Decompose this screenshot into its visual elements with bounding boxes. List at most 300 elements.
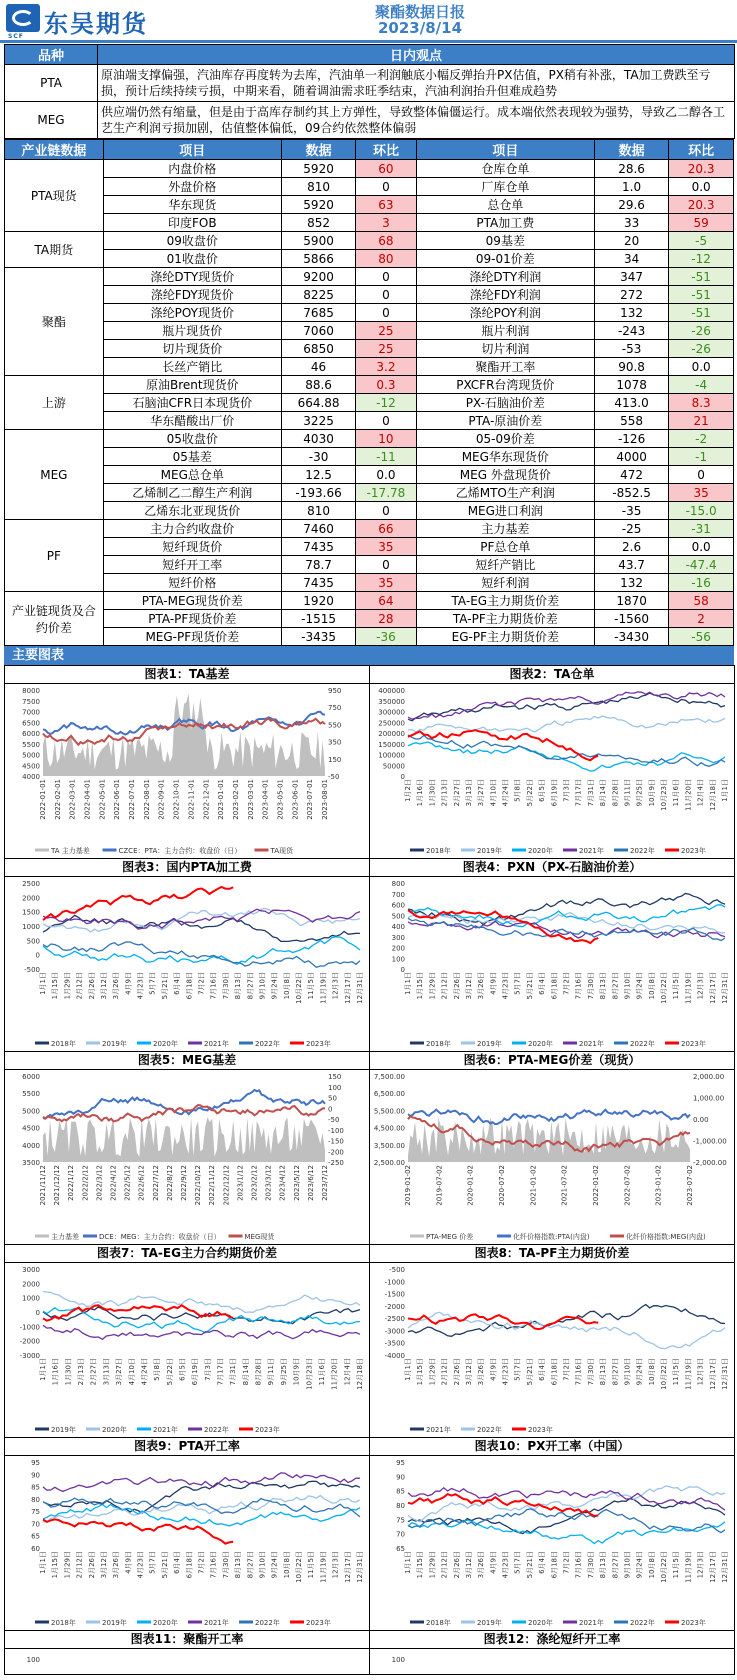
x-tick-label: 8月13日 <box>599 972 608 1000</box>
y2-tick-label: 2,000.00 <box>693 1073 725 1081</box>
x-tick-label: 10月8日 <box>282 972 291 1000</box>
x-tick-label: 10月22日 <box>295 1551 304 1583</box>
line-series <box>43 1498 360 1517</box>
x-tick-label: 7月16日 <box>574 1551 583 1579</box>
item-change: -26 <box>669 322 734 340</box>
item-change: 68 <box>356 232 416 250</box>
line-series <box>408 693 725 721</box>
y-tick-label: 6000 <box>22 730 40 738</box>
y-tick-label: 250000 <box>378 719 405 728</box>
x-tick-label: 8月13日 <box>599 1358 608 1386</box>
x-tick-label: 11月20日 <box>684 779 693 811</box>
legend-label: CZCE：PTA：主力合约：收盘价（日） <box>118 847 242 855</box>
chart-panel <box>5 1245 370 1438</box>
item-value: 810 <box>281 502 355 520</box>
item-value: 7435 <box>281 574 355 592</box>
x-tick-label: 2020-01-02 <box>466 1165 475 1206</box>
data-col-header: 产业链数据 <box>5 140 104 160</box>
x-tick-label: 7月16日 <box>209 972 218 1000</box>
x-tick-label: 9月24日 <box>635 1551 644 1579</box>
chart-title: 图表5：MEG基差 <box>5 1052 369 1070</box>
chart-panel <box>370 1052 735 1245</box>
x-tick-label: 1月1日 <box>404 1551 412 1574</box>
item-change: 21 <box>669 412 734 430</box>
y-tick-label: 400 <box>391 923 405 931</box>
y-tick-label: 5,500.00 <box>373 1107 405 1116</box>
x-tick-label: 10月23日 <box>660 779 669 811</box>
item-value: 88.6 <box>281 376 355 394</box>
item-change: 0 <box>356 412 416 430</box>
item-change: 0 <box>356 502 416 520</box>
y-tick-label: 600 <box>391 901 405 910</box>
x-tick-label: 10月22日 <box>660 972 669 1004</box>
x-tick-label: 7月17日 <box>216 1358 225 1386</box>
legend-label: 2021年 <box>579 1619 604 1627</box>
item-value: 33 <box>594 214 668 232</box>
item-name: 内盘价格 <box>103 160 281 178</box>
legend-label: 化纤价格指数:PTA(内盘) <box>513 1233 590 1241</box>
x-tick-label: 7月3日 <box>203 1358 212 1381</box>
y2-tick-label: -50 <box>328 773 340 781</box>
x-tick-label: 1月1日 <box>39 1358 47 1381</box>
x-tick-label: 2023/4/12 <box>278 1165 287 1201</box>
item-change: -16 <box>669 574 734 592</box>
y-tick-label: 0 <box>35 1309 40 1317</box>
x-tick-label: 4月9日 <box>124 972 133 995</box>
y-tick-label: 7000 <box>22 708 40 717</box>
data-row <box>5 412 734 430</box>
x-tick-label: 12月3日 <box>331 972 340 1000</box>
view-text: 原油端支撑偏强，汽油库存再度转为去库，汽油单一利润触底小幅反弹抬升PX估值，PX稍有补涨，TA加工费跌至亏损，预计后续持续亏损，中期来看，随着调油需求旺季结束，汽油利润抬升但难成趋势 <box>98 65 735 102</box>
x-tick-label: 1月2日 <box>404 779 412 802</box>
legend-label: 2019年 <box>477 1619 502 1627</box>
x-tick-label: 4月9日 <box>489 1551 498 1574</box>
item-change: 35 <box>669 484 734 502</box>
chart-plot <box>370 1456 733 1630</box>
y-tick-label: 6000 <box>22 1073 40 1081</box>
y-tick-label: 5500 <box>22 1090 40 1099</box>
charts-section-title: 主要图表 <box>4 646 734 665</box>
item-value: 8225 <box>281 286 355 304</box>
item-value: 272 <box>594 286 668 304</box>
x-tick-label: 2023/3/12 <box>264 1165 273 1201</box>
x-tick-label: 3月26日 <box>477 1358 486 1386</box>
logo-subtext: SCF <box>8 33 24 40</box>
x-tick-label: 2023/2/12 <box>250 1165 259 1201</box>
x-tick-label: 11月19日 <box>684 1551 693 1583</box>
x-tick-label: 2月12日 <box>440 1551 449 1579</box>
y-tick-label: 500 <box>391 912 405 921</box>
chart-plot <box>5 684 368 858</box>
x-tick-label: 2022/4/12 <box>109 1165 118 1201</box>
x-tick-label: 12月31日 <box>356 972 364 1004</box>
x-tick-label: 2月13日 <box>440 779 449 807</box>
y-tick-label: 500 <box>26 937 40 946</box>
x-tick-label: 5月8日 <box>513 779 522 802</box>
item-name: TA-PF主力期货价差 <box>416 610 594 628</box>
y2-tick-label: 50 <box>328 1094 337 1103</box>
y-tick-label: 100000 <box>378 751 405 760</box>
x-tick-label: 10月8日 <box>647 972 656 1000</box>
item-value: 4030 <box>281 430 355 448</box>
item-change: -12 <box>669 250 734 268</box>
x-tick-label: 2月13日 <box>77 1358 86 1386</box>
item-value: -25 <box>594 520 668 538</box>
chart-plot <box>5 1649 368 1674</box>
item-value: 90.8 <box>594 358 668 376</box>
y-tick-label: 95 <box>396 1459 405 1467</box>
line-series <box>408 730 598 760</box>
legend-label: 2018年 <box>426 1040 451 1048</box>
x-tick-label: 1月15日 <box>416 972 425 1000</box>
item-value: 5866 <box>281 250 355 268</box>
x-tick-label: 7月2日 <box>562 1358 571 1381</box>
line-series <box>408 1110 690 1125</box>
x-tick-label: 7月30日 <box>221 972 230 1000</box>
x-tick-label: 2月12日 <box>440 1358 449 1386</box>
item-name: 主力基差 <box>416 520 594 538</box>
item-change: 80 <box>356 250 416 268</box>
x-tick-label: 2022-03-01 <box>68 779 77 820</box>
x-tick-label: 2022-09-01 <box>157 779 166 820</box>
x-tick-label: 9月10日 <box>258 972 267 1000</box>
x-tick-label: 5月21日 <box>525 972 534 1000</box>
y2-tick-label: 100 <box>328 1083 342 1092</box>
item-change: 28 <box>356 610 416 628</box>
chart-panel <box>5 1052 370 1245</box>
y2-tick-label: -1,000.00 <box>693 1137 727 1146</box>
item-name: 仓库仓单 <box>416 160 594 178</box>
area-series <box>43 1117 325 1162</box>
x-tick-label: 1月29日 <box>428 1358 437 1386</box>
x-tick-label: 3月27日 <box>477 779 486 807</box>
x-tick-label: 5月8日 <box>153 1358 162 1381</box>
legend-label: 2018年 <box>51 1619 76 1627</box>
item-name: 切片现货价 <box>103 340 281 358</box>
item-change: 66 <box>356 520 416 538</box>
x-tick-label: 8月27日 <box>246 1551 255 1579</box>
y-tick-label: 75 <box>396 1516 405 1525</box>
data-row <box>5 448 734 466</box>
y-tick-label: 1500 <box>22 908 40 917</box>
x-tick-label: 12月31日 <box>721 1551 729 1583</box>
legend-label: 2022年 <box>630 847 655 855</box>
data-row <box>5 232 734 250</box>
x-tick-label: 5月21日 <box>160 1551 169 1579</box>
x-tick-label: 7月16日 <box>574 972 583 1000</box>
chart-plot <box>370 684 733 858</box>
item-change: 58 <box>669 592 734 610</box>
item-name: 09-01价差 <box>416 250 594 268</box>
item-name: EG-PF主力期货价差 <box>416 628 594 646</box>
x-tick-label: 2月12日 <box>440 972 449 1000</box>
y-tick-label: 85 <box>396 1487 405 1496</box>
x-tick-label: 1月1日 <box>39 972 47 995</box>
y-tick-label: 8000 <box>22 687 40 695</box>
group-name: PTA现货 <box>5 160 104 232</box>
legend-label: 2018年 <box>51 1040 76 1048</box>
y-tick-label: -1000 <box>384 1278 405 1287</box>
x-tick-label: 8月27日 <box>611 1551 620 1579</box>
legend-label: 2019年 <box>477 1040 502 1048</box>
item-value: 3225 <box>281 412 355 430</box>
item-name: PTA-MEG现货价差 <box>103 592 281 610</box>
item-value: -3430 <box>594 628 668 646</box>
charts-grid <box>4 665 735 1675</box>
chart-plot <box>5 1263 368 1437</box>
data-col-header: 项目 <box>103 140 281 160</box>
view-header-row <box>5 45 735 65</box>
chart-title: 图表11：聚酯开工率 <box>5 1631 369 1649</box>
data-row <box>5 556 734 574</box>
x-tick-label: 2月27日 <box>89 1358 98 1386</box>
x-tick-label: 11月19日 <box>684 1358 693 1390</box>
item-change: 10 <box>356 430 416 448</box>
item-name: 短纤现货价 <box>103 538 281 556</box>
x-tick-label: 8月27日 <box>246 972 255 1000</box>
item-change: -15.0 <box>669 502 734 520</box>
data-col-header: 数据 <box>281 140 355 160</box>
y-tick-label: 2,500.00 <box>373 1159 405 1167</box>
x-tick-label: 2月26日 <box>87 1551 96 1579</box>
x-tick-label: 6月5日 <box>178 1358 187 1381</box>
x-tick-label: 3月27日 <box>115 1358 124 1386</box>
x-tick-label: 4月23日 <box>136 1551 145 1579</box>
y-tick-label: 350000 <box>378 697 405 706</box>
x-tick-label: 1月29日 <box>63 1551 72 1579</box>
daily-view-table <box>4 44 735 139</box>
chart-plot <box>5 1070 368 1244</box>
item-change: 0.0 <box>356 466 416 484</box>
x-tick-label: 5月21日 <box>525 1551 534 1579</box>
x-tick-label: 9月10日 <box>258 1551 267 1579</box>
item-name: TA-EG主力期货价差 <box>416 592 594 610</box>
item-value: -852.5 <box>594 484 668 502</box>
y-tick-label: 1000 <box>22 923 40 931</box>
item-change: 63 <box>356 196 416 214</box>
item-value: 664.88 <box>281 394 355 412</box>
report-date: 2023/8/14 <box>377 19 463 37</box>
y2-tick-label: -250 <box>328 1159 344 1167</box>
item-change: 20.3 <box>669 160 734 178</box>
legend-label: 2023年 <box>528 1426 553 1434</box>
x-tick-label: 11月5日 <box>307 972 316 1000</box>
item-name: MEG进口利润 <box>416 502 594 520</box>
x-tick-label: 9月25日 <box>279 1358 288 1386</box>
legend-label: TA现货 <box>270 847 294 855</box>
x-tick-label: 5月7日 <box>148 972 157 995</box>
x-tick-label: 2月12日 <box>75 972 84 1000</box>
x-tick-label: 2022-01-01 <box>39 779 47 820</box>
data-row <box>5 538 734 556</box>
x-tick-label: 1月30日 <box>64 1358 73 1386</box>
item-name: 厂库仓单 <box>416 178 594 196</box>
x-tick-label: 3月12日 <box>464 972 473 1000</box>
item-value: -30 <box>281 448 355 466</box>
x-tick-label: 2022-01-02 <box>592 1165 600 1206</box>
item-change: -51 <box>669 286 734 304</box>
x-tick-label: 6月18日 <box>550 1551 559 1579</box>
y-tick-label: 700 <box>391 890 405 899</box>
group-name: 产业链现货及合约价差 <box>5 592 104 646</box>
item-value: 7435 <box>281 538 355 556</box>
line-series <box>408 894 725 925</box>
item-value: 6850 <box>281 340 355 358</box>
item-change: 3 <box>356 214 416 232</box>
line-series <box>43 937 360 964</box>
item-name: 涤纶POY现货价 <box>103 304 281 322</box>
x-tick-label: 11月19日 <box>684 972 693 1004</box>
legend-label: 主力基差 <box>51 1233 79 1241</box>
x-tick-label: 10月22日 <box>660 1358 669 1390</box>
x-tick-label: 1月16日 <box>416 779 425 807</box>
data-row <box>5 160 734 178</box>
item-change: 25 <box>356 340 416 358</box>
y2-tick-label: 750 <box>328 704 342 713</box>
x-tick-label: 6月19日 <box>550 779 559 807</box>
x-tick-label: 2022-08-01 <box>142 779 151 820</box>
legend-label: 2018年 <box>426 847 451 855</box>
x-tick-label: 9月11日 <box>267 1358 276 1386</box>
line-series <box>43 1496 360 1522</box>
item-value: 2.6 <box>594 538 668 556</box>
x-tick-label: 2月27日 <box>452 779 461 807</box>
data-row <box>5 376 734 394</box>
x-tick-label: 6月4日 <box>538 1551 547 1574</box>
x-tick-label: 2023-01-02 <box>654 1165 663 1206</box>
item-name: 05-09价差 <box>416 430 594 448</box>
x-tick-label: 11月5日 <box>672 1358 681 1386</box>
x-tick-label: 10月8日 <box>282 1551 291 1579</box>
group-name: PF <box>5 520 104 592</box>
item-change: -2 <box>669 430 734 448</box>
view-row-meg <box>5 102 735 139</box>
data-row <box>5 250 734 268</box>
x-tick-label: 7月30日 <box>586 1358 595 1386</box>
item-change: -4 <box>669 376 734 394</box>
x-tick-label: 8月13日 <box>234 1551 243 1579</box>
x-tick-label: 12月17日 <box>708 972 717 1004</box>
item-change: -11 <box>356 448 416 466</box>
x-tick-label: 2月26日 <box>452 1358 461 1386</box>
x-tick-label: 7月2日 <box>562 972 571 995</box>
line-series <box>408 1520 725 1544</box>
item-name: PXCFR台湾现货价 <box>416 376 594 394</box>
x-tick-label: 1月29日 <box>428 972 437 1000</box>
y-tick-label: -3000 <box>384 1327 405 1336</box>
x-tick-label: 1月15日 <box>416 1358 425 1386</box>
x-tick-label: 2022-04-01 <box>83 779 92 820</box>
y2-tick-label: 150 <box>328 755 342 764</box>
line-series <box>408 1305 725 1337</box>
item-name: 石脑油CFR日本现货价 <box>103 394 281 412</box>
x-tick-label: 12月3日 <box>696 1358 705 1386</box>
x-tick-label: 12月31日 <box>721 1358 729 1390</box>
item-name: PX-石脑油价差 <box>416 394 594 412</box>
x-tick-label: 2023-04-01 <box>261 779 270 820</box>
chart-panel <box>5 859 370 1052</box>
item-name: 09收盘价 <box>103 232 281 250</box>
x-tick-label: 8月14日 <box>241 1358 250 1386</box>
x-tick-label: 12月17日 <box>708 1551 717 1583</box>
x-tick-label: 1月16日 <box>51 1358 60 1386</box>
company-name: 东吴期货 <box>44 10 148 38</box>
item-change: 35 <box>356 574 416 592</box>
y-tick-label: 2000 <box>22 894 40 903</box>
data-row <box>5 502 734 520</box>
x-tick-label: 2023-01-01 <box>217 779 226 820</box>
item-change: -5 <box>669 232 734 250</box>
item-name: 01收盘价 <box>103 250 281 268</box>
x-tick-label: 2023/7/12 <box>321 1165 329 1201</box>
data-col-header: 环比 <box>669 140 734 160</box>
item-value: 5900 <box>281 232 355 250</box>
x-tick-label: 1月30日 <box>428 779 437 807</box>
item-value: 132 <box>594 574 668 592</box>
item-value: 810 <box>281 178 355 196</box>
item-name: 05收盘价 <box>103 430 281 448</box>
chart-panel <box>370 1438 735 1631</box>
x-tick-label: 4月24日 <box>501 779 510 807</box>
y-tick-label: 150000 <box>378 740 405 749</box>
legend-label: 2022年 <box>255 1619 280 1627</box>
x-tick-label: 4月23日 <box>501 1358 510 1386</box>
x-tick-label: 9月24日 <box>270 1551 279 1579</box>
chart-title: 图表12：涤纶短纤开工率 <box>370 1631 734 1649</box>
item-value: 1870 <box>594 592 668 610</box>
x-tick-label: 5月7日 <box>513 1551 522 1574</box>
y-tick-label: 4500 <box>22 762 40 771</box>
x-tick-label: 5月22日 <box>525 779 534 807</box>
x-tick-label: 6月4日 <box>173 1551 182 1574</box>
x-tick-label: 10月9日 <box>292 1358 301 1386</box>
item-value: -3435 <box>281 628 355 646</box>
item-value: 43.7 <box>594 556 668 574</box>
x-tick-label: 10月22日 <box>660 1551 669 1583</box>
item-value: 5920 <box>281 196 355 214</box>
legend-label: 2022年 <box>255 1040 280 1048</box>
chart-plot <box>370 1070 733 1244</box>
item-name: 乙烯东北亚现货价 <box>103 502 281 520</box>
chart-plot <box>5 1456 368 1630</box>
y-tick-label: 3000 <box>22 1266 40 1274</box>
item-value: 4000 <box>594 448 668 466</box>
item-name: PTA加工费 <box>416 214 594 232</box>
item-name: 长丝产销比 <box>103 358 281 376</box>
x-tick-label: 2021/12/12 <box>53 1165 62 1206</box>
item-value: 9200 <box>281 268 355 286</box>
x-tick-label: 2022/11/12 <box>208 1165 217 1206</box>
data-row <box>5 214 734 232</box>
report-header <box>0 0 737 43</box>
item-name: PTA-原油价差 <box>416 412 594 430</box>
x-tick-label: 11月5日 <box>672 1551 681 1579</box>
x-tick-label: 4月10日 <box>489 779 498 807</box>
x-tick-label: 2021-01-02 <box>529 1165 538 1206</box>
group-name: 上游 <box>5 376 104 430</box>
x-tick-label: 12月31日 <box>356 1551 364 1583</box>
item-change: 0 <box>356 556 416 574</box>
x-tick-label: 12月18日 <box>356 1358 364 1390</box>
item-name: MEG 外盘现货价 <box>416 466 594 484</box>
x-tick-label: 1月1日 <box>404 972 412 995</box>
data-row <box>5 340 734 358</box>
item-name: MEG总仓单 <box>103 466 281 484</box>
y-tick-label: 80 <box>31 1495 40 1504</box>
item-name: PTA-PF现货价差 <box>103 610 281 628</box>
y2-tick-label: -2,000.00 <box>693 1159 727 1167</box>
view-row-pta <box>5 65 735 102</box>
